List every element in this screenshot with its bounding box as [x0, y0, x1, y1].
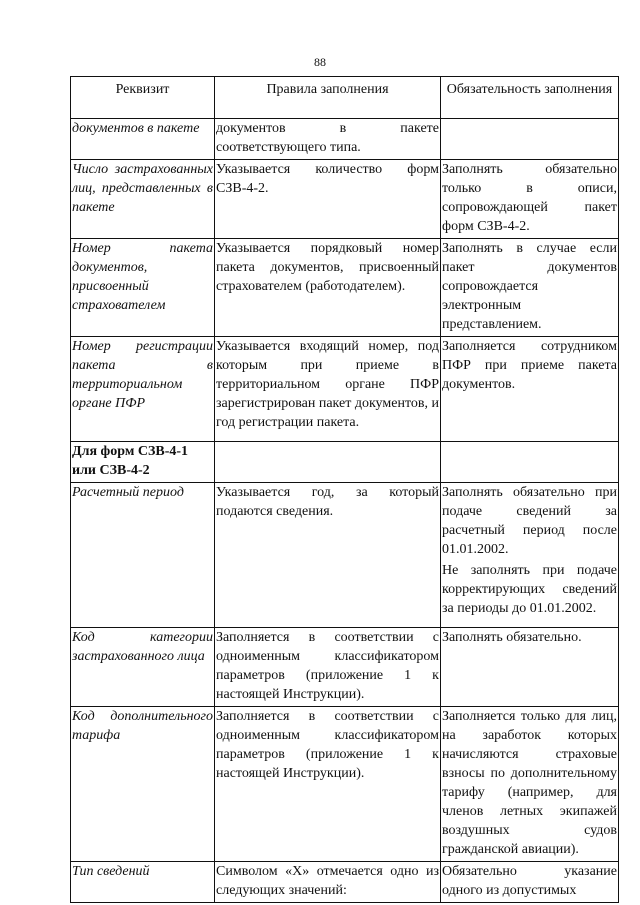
obligation-text: Заполнять обязательно при подаче сведений за расчетный период после 01.01.2002.	[442, 485, 617, 557]
table-row	[71, 862, 619, 903]
rule-text: документов в пакете соответствующего типа.	[216, 121, 439, 155]
rule-cell	[215, 160, 441, 239]
obligation-text: Заполняется сотрудником ПФР при приеме пакета документов.	[442, 339, 617, 392]
table-row	[71, 628, 619, 707]
requisite-cell: Расчетный период	[71, 483, 215, 628]
header-obligation: Обязательность заполнения	[441, 77, 619, 119]
header-rules: Правила заполнения	[215, 77, 441, 119]
requisite-cell: Код дополнительного тарифа	[71, 707, 215, 862]
rule-cell	[215, 119, 441, 160]
table-header-row	[71, 77, 619, 119]
requisite-cell: Число застрахованных лиц, представленных в пакете	[71, 160, 215, 239]
requisite-cell: документов в пакете	[71, 119, 215, 160]
obligation-cell	[441, 160, 619, 239]
obligation-cell	[441, 337, 619, 442]
obligation-cell	[441, 239, 619, 337]
obligation-text: Заполнять обязательно только в описи, сопровождающей пакет форм СЗВ-4-2.	[442, 162, 617, 234]
rule-cell	[215, 483, 441, 628]
requisite-cell: Номер регистрации пакета в территориальном органе ПФР	[71, 337, 215, 442]
requisite-cell: Номер пакета документов, присвоенный страхователем	[71, 239, 215, 337]
rule-text: Заполняется в соответствии с одноименным классификатором параметров (приложение 1 к настоящей Инструкции).	[216, 630, 439, 702]
requisite-cell: Тип сведений	[71, 862, 215, 903]
section-heading: Для форм СЗВ-4-1 или СЗВ-4-2	[71, 442, 215, 483]
obligation-text: Не заполнять при подаче корректирующих сведений за периоды до 01.01.2002.	[442, 563, 617, 616]
rule-text: Символом «Х» отмечается одно из следующих значений:	[216, 864, 439, 898]
obligation-cell	[441, 862, 619, 903]
section-row	[71, 442, 619, 483]
obligation-cell	[441, 483, 619, 628]
rule-text: Заполняется в соответствии с одноименным классификатором параметров (приложение 1 к настоящей Инструкции).	[216, 709, 439, 781]
table-row	[71, 119, 619, 160]
empty-cell	[215, 442, 441, 483]
obligation-cell	[441, 628, 619, 707]
page-number: 88	[314, 55, 326, 69]
rule-text: Указывается входящий номер, под которым при приеме в территориальном органе ПФР зарегистрирован пакет документов, и год регистрации пакета.	[216, 339, 439, 430]
requisite-cell: Код категории застрахованного лица	[71, 628, 215, 707]
rule-cell	[215, 628, 441, 707]
rule-text: Указывается количество форм СЗВ-4-2.	[216, 162, 439, 196]
obligation-text: Обязательно указание одного из допустимых	[442, 864, 617, 898]
table-row	[71, 160, 619, 239]
empty-cell	[441, 442, 619, 483]
requisites-table	[70, 76, 619, 903]
rule-text: Указывается порядковый номер пакета документов, присвоенный страхователем (работодателем).	[216, 241, 439, 294]
obligation-text: Заполнять обязательно.	[442, 630, 582, 645]
obligation-cell	[441, 707, 619, 862]
obligation-text: Заполняется только для лиц, на заработок которых начисляются страховые взносы по дополнительному тарифу (например, для членов летных экипажей воздушных судов гражданской авиации).	[442, 709, 617, 857]
header-requisite: Реквизит	[71, 77, 215, 119]
obligation-cell	[441, 119, 619, 160]
table-row	[71, 239, 619, 337]
table-row	[71, 337, 619, 442]
rule-cell	[215, 239, 441, 337]
rule-cell	[215, 707, 441, 862]
obligation-text: Заполнять в случае если пакет документов сопровождается электронным представлением.	[442, 241, 617, 332]
table-row	[71, 707, 619, 862]
table-row	[71, 483, 619, 628]
rule-cell	[215, 862, 441, 903]
rule-cell	[215, 337, 441, 442]
rule-text: Указывается год, за который подаются сведения.	[216, 485, 439, 519]
